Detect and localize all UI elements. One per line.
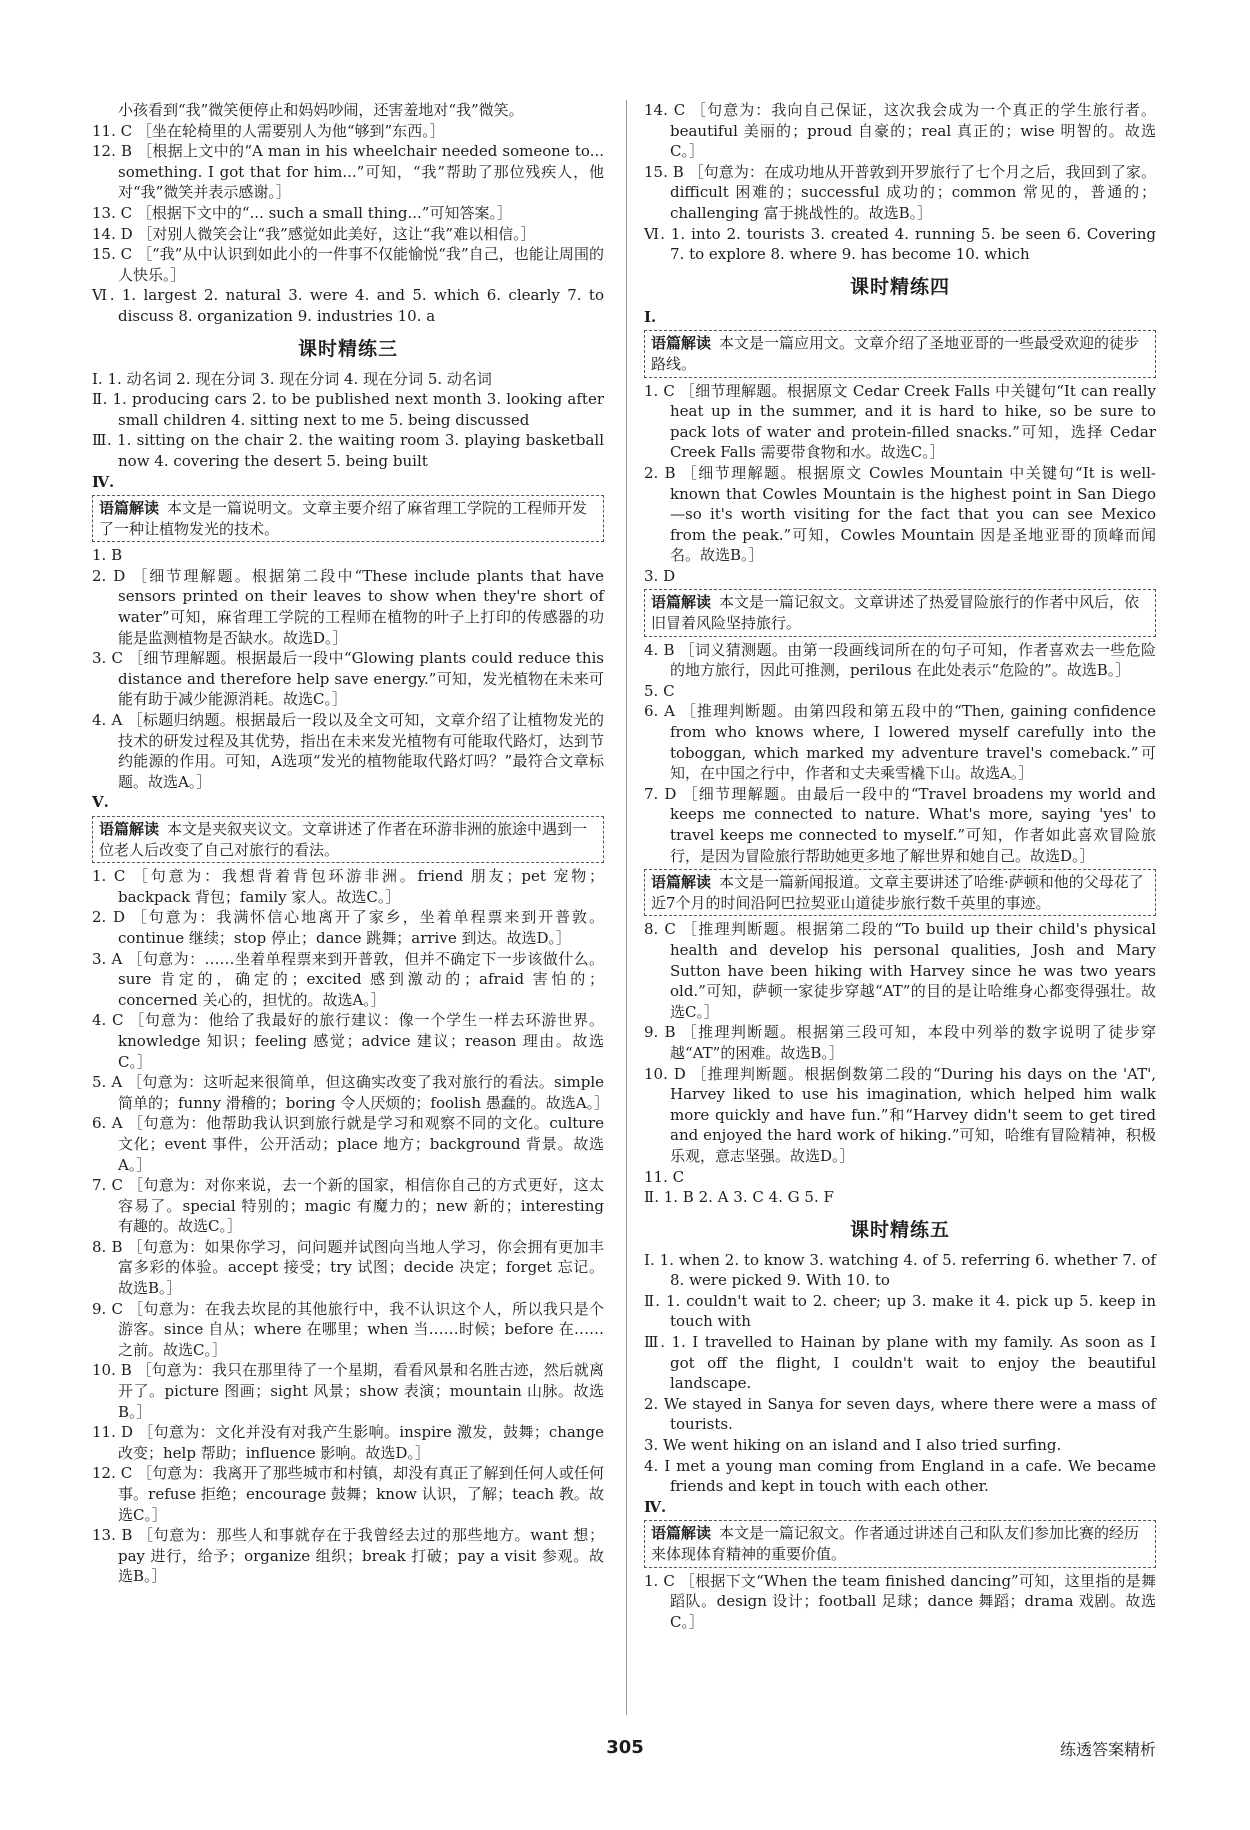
box-label: 语篇解读 xyxy=(651,1524,712,1543)
answer-item: 2. B ［细节理解题。根据原文 Cowles Mountain 中关键句“It is well-known that Cowles Mountain is the highest point in San Diego—so it's worth visiting for the fact that you can see Mexico from the peak.”可知，Cowles Mountain 因是圣地亚哥的顶峰而闻名。故选B。］ xyxy=(644,463,1156,565)
answer-item: 11. C ［坐在轮椅里的人需要别人为他“够到”东西。］ xyxy=(92,121,445,140)
passage-summary-box xyxy=(644,330,1156,377)
answer-item: 1. C ［根据下文“When the team finished dancing”可知，这里指的是舞蹈队。design 设计；football 足球；dance 舞蹈；drama 戏剧。故选C。］ xyxy=(644,1571,1156,1631)
box-label: 语篇解读 xyxy=(99,499,160,518)
answer-item: 2. D ［句意为：我满怀信心地离开了家乡，坐着单程票来到开普敦。continue 继续；stop 停止；dance 跳舞；arrive 到达。故选D。］ xyxy=(92,908,604,947)
passage-summary-box xyxy=(92,816,604,863)
answer-item: 4. A ［标题归纳题。根据最后一段以及全文可知，文章介绍了让植物发光的技术的研发过程及其优势，指出在未来发光植物有可能取代路灯，达到节约能源的作用。可知，A选项“发光的植物能取代路灯吗？”最符合文章标题。故选A。］ xyxy=(92,711,604,791)
box-text: 本文是一篇应用文。文章介绍了圣地亚哥的一些最受欢迎的徒步路线。 xyxy=(651,334,1140,373)
answer-item: Ⅰ. 1. when 2. to know 3. watching 4. of 5. referring 6. whether 7. of 8. were picked 9. With 10. to xyxy=(644,1250,1156,1290)
answer-item: 8. B ［句意为：如果你学习，问问题并试图向当地人学习，你会拥有更加丰富多彩的体验。accept 接受；try 试图；decide 决定；forget 忘记。故选B。］ xyxy=(92,1237,604,1298)
passage-summary-box xyxy=(644,1520,1156,1567)
answer-item: Ⅲ. 1. I travelled to Hainan by plane with my family. As soon as I got off the flight, I couldn't wait to enjoy the beautiful landscape. xyxy=(644,1333,1156,1393)
column-divider xyxy=(626,100,627,1715)
answer-item: 14. D ［对别人微笑会让“我”感觉如此美好，这让“我”难以相信。］ xyxy=(92,224,536,243)
answer-item: 3. C ［细节理解题。根据最后一段中“Glowing plants could reduce this distance and therefore help save energy.”可知，发光植物在未来可能有助于减少能源消耗。故选C。］ xyxy=(92,649,604,709)
answer-item: 12. B ［根据上文中的“A man in his wheelchair needed someone to... something. I got that for him...”可知，“我”帮助了那位残疾人，他对“我”微笑并表示感谢。］ xyxy=(92,142,604,202)
section-title: 课时精练三 xyxy=(297,337,398,360)
footer-label: 练透答案精析 xyxy=(1059,1740,1156,1759)
answer-item: 5. C xyxy=(644,681,675,700)
answer-item: 15. B ［句意为：在成功地从开普敦到开罗旅行了七个月之后，我回到了家。difficult 困难的；successful 成功的；common 常见的，普通的；challenging 富于挑战性的。故选B。］ xyxy=(644,162,1156,222)
answer-item: 11. C xyxy=(644,1167,685,1186)
answer-item: 2. D ［细节理解题。根据第二段中“These include plants that have sensors printed on their leaves to show when they're short of water”可知，麻省理工学院的工程师在植物的叶子上打印的传感器的功能是监测植物是否缺水。故选D。］ xyxy=(92,566,604,647)
answer-item: 3. We went hiking on an island and I also tried surfing. xyxy=(644,1436,1062,1455)
box-text: 本文是一篇说明文。文章主要介绍了麻省理工学院的工程师开发了一种让植物发光的技术。 xyxy=(99,499,588,538)
answer-item: 6. A ［句意为：他帮助我认识到旅行就是学习和观察不同的文化。culture 文化；event 事件，公开活动；place 地方；background 背景。故选A。］ xyxy=(92,1114,604,1174)
box-text: 本文是一篇记叙文。文章讲述了热爱冒险旅行的作者中风后，依旧冒着风险坚持旅行。 xyxy=(651,593,1140,633)
answer-item: 7. C ［句意为：对你来说，去一个新的国家，相信你自己的方式更好，这太容易了。special 特别的；magic 有魔力的；new 新的；interesting 有趣的。故选C。］ xyxy=(92,1176,604,1236)
part-heading: Ⅳ. xyxy=(644,1497,667,1516)
answer-item: 13. C ［根据下文中的“... such a small thing...”可知答案。］ xyxy=(92,203,512,222)
box-text: 本文是夹叙夹议文。文章讲述了作者在环游非洲的旅途中遇到一位老人后改变了自己对旅行的看法。 xyxy=(99,820,588,859)
page-number: 305 xyxy=(606,1737,644,1758)
text-line: 小孩看到“我”微笑便停止和妈妈吵闹，还害羞地对“我”微笑。 xyxy=(118,101,524,119)
answer-item: Ⅱ. 1. producing cars 2. to be published next month 3. looking after small children 4. sitting next to me 5. being discussed xyxy=(92,390,604,429)
left-column xyxy=(92,100,610,1587)
part-heading: Ⅳ. xyxy=(92,472,115,491)
section-title: 课时精练四 xyxy=(849,275,950,298)
passage-summary-box xyxy=(92,495,604,542)
answer-item: 13. B ［句意为：那些人和事就存在于我曾经去过的那些地方。want 想；pay 进行，给予；organize 组织；break 打破；pay a visit 参观。故选B。］ xyxy=(92,1526,604,1586)
box-label: 语篇解读 xyxy=(651,593,712,612)
answer-item: 4. I met a young man coming from England in a cafe. We became friends and kept in touch with each other. xyxy=(644,1456,1156,1496)
passage-summary-box xyxy=(644,589,1156,636)
right-column xyxy=(644,100,1156,1632)
part-heading: Ⅰ. xyxy=(644,307,657,326)
box-label: 语篇解读 xyxy=(651,334,712,353)
answer-item: 8. C ［推理判断题。根据第二段的“To build up their child's physical health and develop his personal qualities, Josh and Mary Sutton have been hiking with Harvey since he was two years old.”可知，萨顿一家徒步穿越“AT”的目的是让哈维身心都变得强壮。故选C。］ xyxy=(644,920,1156,1021)
answer-item: 1. B xyxy=(92,546,123,565)
answer-item: 11. D ［句意为：文化并没有对我产生影响。inspire 激发，鼓舞；change 改变；help 帮助；influence 影响。故选D。］ xyxy=(92,1423,604,1462)
answer-item: 12. C ［句意为：我离开了那些城市和村镇，却没有真正了解到任何人或任何事。refuse 拒绝；encourage 鼓舞；know 认识，了解；teach 教。故选C。］ xyxy=(92,1464,604,1524)
box-text: 本文是一篇新闻报道。文章主要讲述了哈维·萨顿和他的父母花了近7个月的时间沿阿巴拉契亚山道徒步旅行数千英里的事迹。 xyxy=(651,873,1144,912)
answer-item: 10. D ［推理判断题。根据倒数第二段的“During his days on the 'AT', Harvey liked to use his imagination, which helped him walk more quickly and have fun.”和“Harvey didn't seem to get tired and enjoyed the hard work of hiking.”可知，哈维有冒险精神，积极乐观，意志坚强。故选D。］ xyxy=(644,1064,1156,1165)
answer-item: 4. C ［句意为：他给了我最好的旅行建议：像一个学生一样去环游世界。knowledge 知识；feeling 感觉；advice 建议；reason 理由。故选C。］ xyxy=(92,1011,604,1071)
answer-item: 3. D xyxy=(644,566,676,585)
answer-item: Ⅱ. 1. B 2. A 3. C 4. G 5. F xyxy=(644,1188,834,1207)
box-label: 语篇解读 xyxy=(651,873,712,892)
passage-summary-box xyxy=(644,869,1156,916)
answer-item: 6. A ［推理判断题。由第四段和第五段中的“Then, gaining confidence from who knows where, I lowered myself carefully into the toboggan, which marked my adventure travel's comeback.”可知，在中国之行中，作者和丈夫乘雪橇下山。故选A。］ xyxy=(644,702,1156,783)
answer-item: 9. C ［句意为：在我去坎昆的其他旅行中，我不认识这个人，所以我只是个游客。since 自从；where 在哪里；when 当……时候；before 在……之前。故选C。］ xyxy=(92,1299,604,1359)
answer-item: 7. D ［细节理解题。由最后一段中的“Travel broadens my world and keeps me connected to nature. What's more, saying 'yes' to travel keeps me connected to myself.”可知，作者如此喜欢冒险旅行，是因为冒险旅行帮助她更多地了解世界和她自己。故选D。］ xyxy=(644,784,1156,865)
answer-item: 15. C ［“我”从中认识到如此小的一件事不仅能愉悦“我”自己，也能让周围的人快乐。］ xyxy=(92,245,604,284)
answer-item: 9. B ［推理判断题。根据第三段可知，本段中列举的数字说明了徒步穿越“AT”的困难。故选B。］ xyxy=(644,1023,1156,1062)
answer-item: Ⅰ. 1. 动名词 2. 现在分词 3. 现在分词 4. 现在分词 5. 动名词 xyxy=(92,369,492,388)
box-text: 本文是一篇记叙文。作者通过讲述自己和队友们参加比赛的经历来体现体育精神的重要价值。 xyxy=(651,1524,1140,1563)
answer-item: 4. B ［词义猜测题。由第一段画线词所在的句子可知，作者喜欢去一些危险的地方旅行，因此可推测，perilous 在此处表示“危险的”。故选B。］ xyxy=(644,640,1156,680)
answer-item: Ⅵ. 1. into 2. tourists 3. created 4. running 5. be seen 6. Covering 7. to explore 8. where 9. has become 10. which xyxy=(644,224,1156,264)
answer-item: 1. C ［句意为：我想背着背包环游非洲。friend 朋友；pet 宠物；backpack 背包；family 家人。故选C。］ xyxy=(92,867,604,906)
answer-item: 2. We stayed in Sanya for seven days, where there were a mass of tourists. xyxy=(644,1394,1156,1434)
answer-item: Ⅵ. 1. largest 2. natural 3. were 4. and 5. which 6. clearly 7. to discuss 8. organization 9. industries 10. a xyxy=(92,286,604,325)
answer-item: Ⅲ. 1. sitting on the chair 2. the waiting room 3. playing basketball now 4. covering the desert 5. being built xyxy=(92,431,604,470)
answer-item: 3. A ［句意为：……坐着单程票来到开普敦，但并不确定下一步该做什么。sure 肯定的，确定的；excited 感到激动的；afraid 害怕的；concerned 关心的，担忧的。故选A。］ xyxy=(92,949,604,1009)
answer-item: 1. C ［细节理解题。根据原文 Cedar Creek Falls 中关键句“It can really heat up in the summer, and it is hard to hike, so be sure to pack lots of water and protein-filled snacks.”可知，选择 Cedar Creek Falls 需要带食物和水。故选C。］ xyxy=(644,381,1156,462)
part-heading: Ⅴ. xyxy=(92,793,109,812)
answer-item: 10. B ［句意为：我只在那里待了一个星期，看看风景和名胜古迹，然后就离开了。picture 图画；sight 风景；show 表演；mountain 山脉。故选B。］ xyxy=(92,1361,604,1421)
section-title: 课时精练五 xyxy=(849,1218,950,1241)
answer-item: 5. A ［句意为：这听起来很简单，但这确实改变了我对旅行的看法。simple 简单的；funny 滑稽的；boring 令人厌烦的；foolish 愚蠢的。故选A。］ xyxy=(92,1073,610,1112)
answer-item: 14. C ［句意为：我向自己保证，这次我会成为一个真正的学生旅行者。beautiful 美丽的；proud 自豪的；real 真正的；wise 明智的。故选C。］ xyxy=(644,101,1156,161)
answer-item: Ⅱ. 1. couldn't wait to 2. cheer; up 3. make it 4. pick up 5. keep in touch with xyxy=(644,1291,1156,1331)
box-label: 语篇解读 xyxy=(99,820,160,838)
